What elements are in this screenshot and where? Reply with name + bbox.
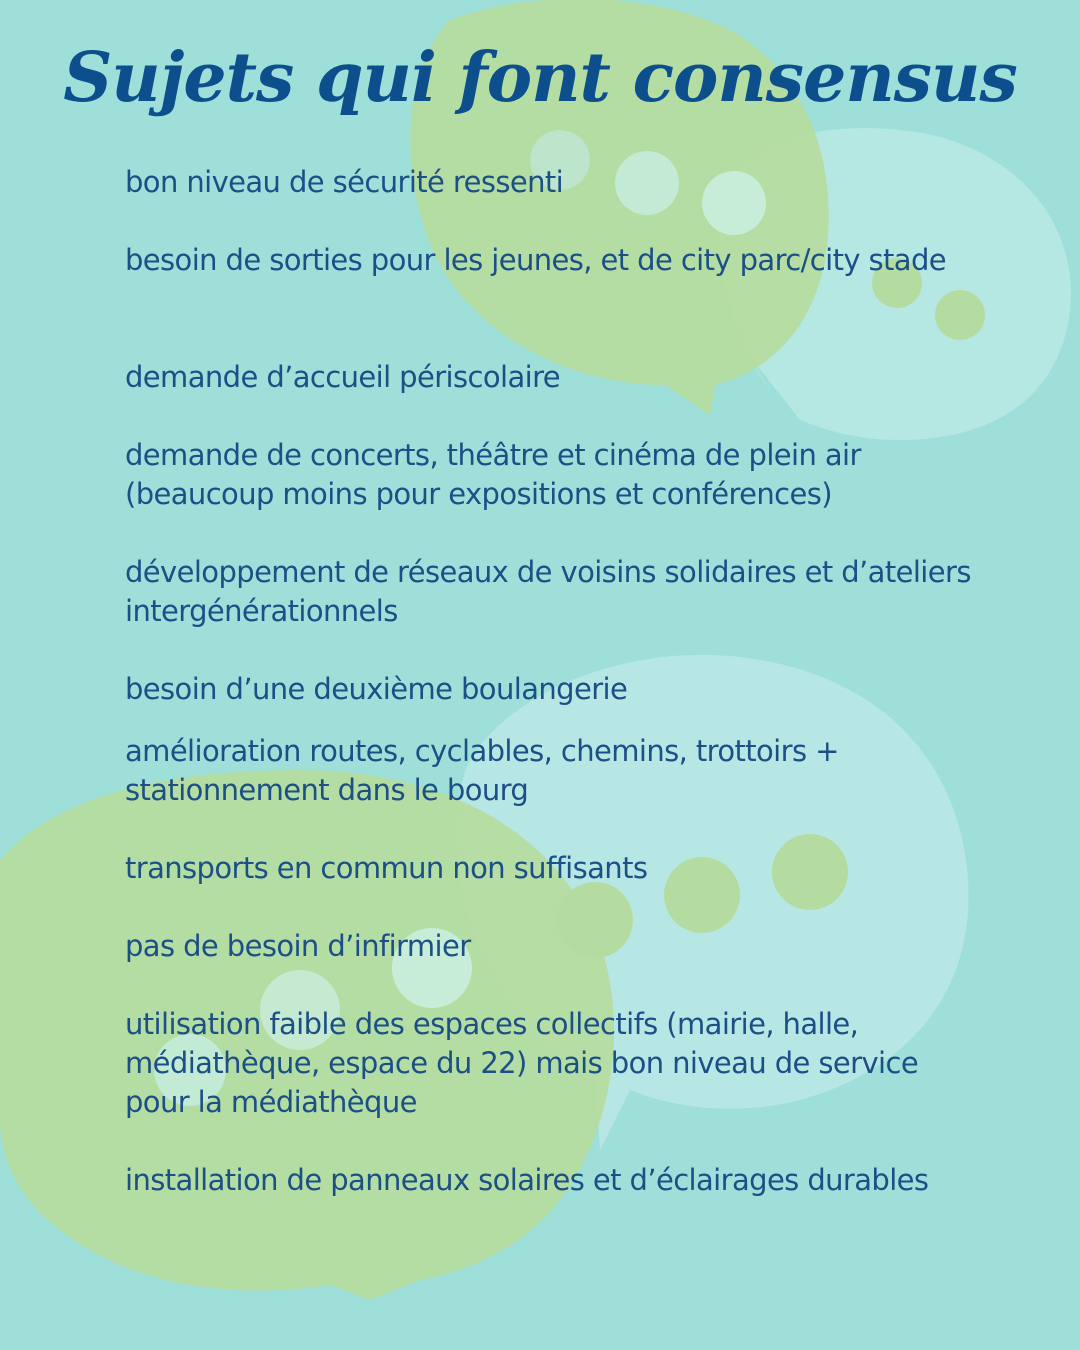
list-item: besoin de sorties pour les jeunes, et de city parc/city stade [125, 243, 947, 277]
list-item: besoin d’une deuxième boulangerie [125, 672, 628, 706]
list-item: amélioration routes, cyclables, chemins, trottoirs + stationnement dans le bourg [125, 734, 839, 807]
list-item: pas de besoin d’infirmier [125, 929, 471, 963]
list-item: utilisation faible des espaces collectifs (mairie, halle, médiathèque, espace du 22) mais bon niveau de service pour la médiathèque [125, 1007, 919, 1119]
page-title: Sujets qui font consensus [63, 38, 1017, 118]
list-item: installation de panneaux solaires et d’éclairages durables [125, 1163, 929, 1197]
list-item: transports en commun non suffisants [125, 851, 648, 885]
list-item: développement de réseaux de voisins solidaires et d’ateliers intergénérationnels [125, 555, 971, 628]
list-item: bon niveau de sécurité ressenti [125, 165, 564, 199]
list-item: demande d’accueil périscolaire [125, 360, 560, 394]
list-item: demande de concerts, théâtre et cinéma de plein air (beaucoup moins pour expositions et conférences) [125, 438, 861, 511]
